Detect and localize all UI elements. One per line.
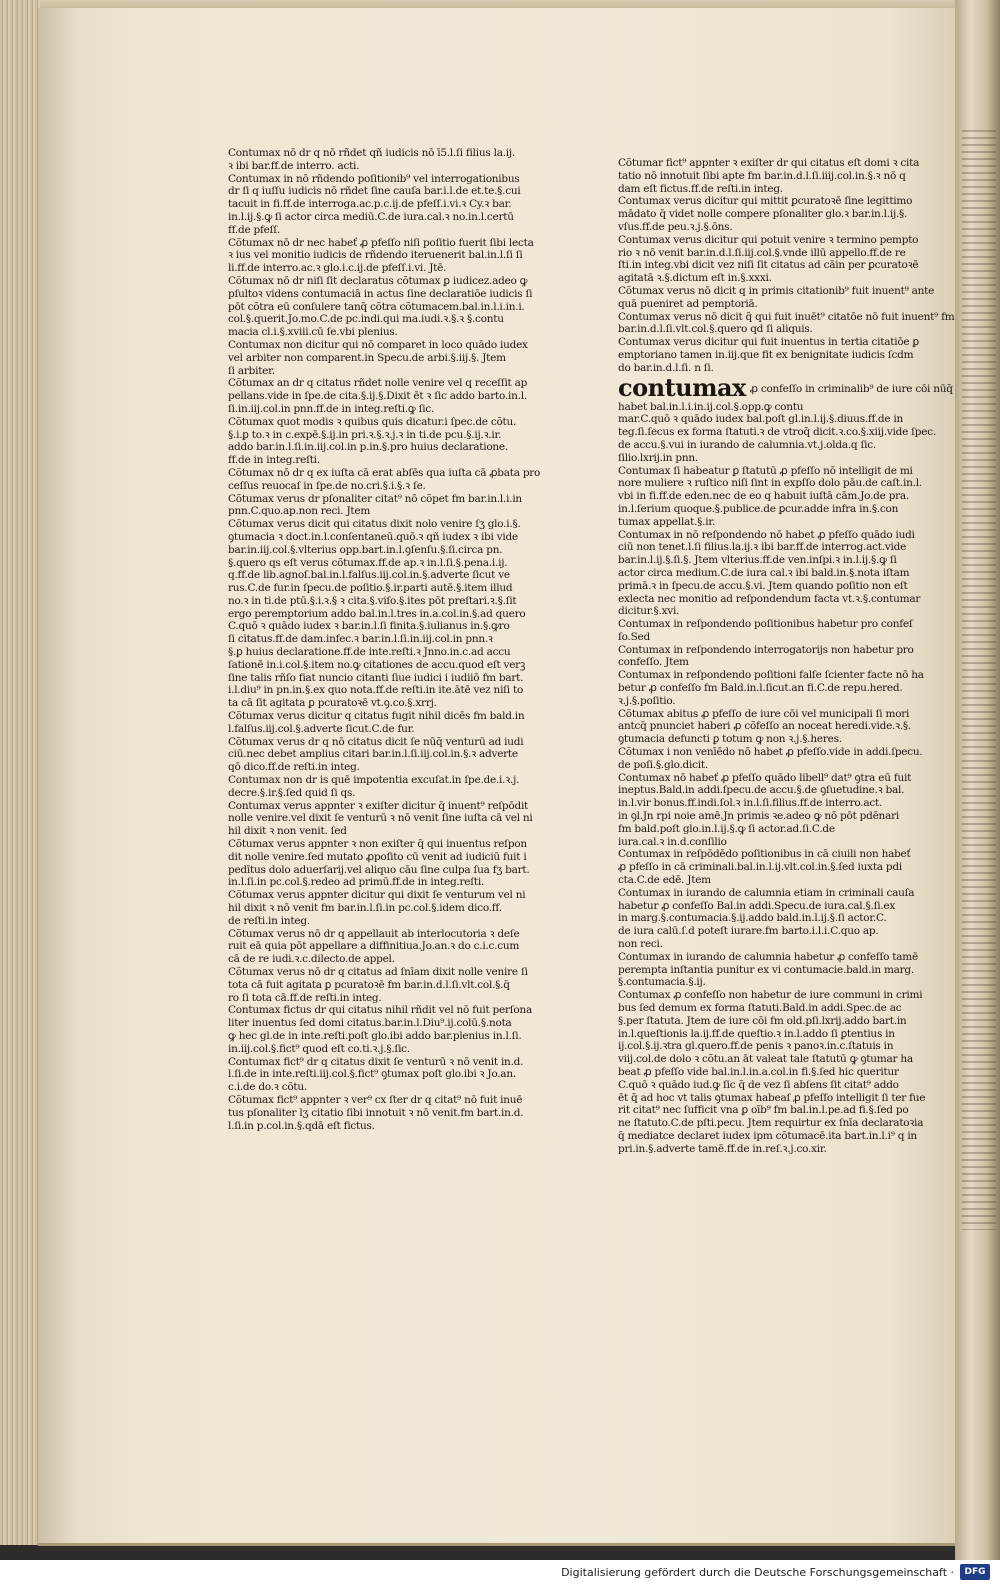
text-line: Contumax fictus dr qui citatus nihil rñdit vel nō fuit perſona xyxy=(228,1004,532,1017)
text-line: ſo.Sed xyxy=(618,630,650,643)
text-line: ff.de in integ.reſti. xyxy=(228,454,320,467)
text-line: pnn.C.quo.ap.non reci. Jtem xyxy=(228,505,371,518)
text-line: pri.in.§.adverte tamē.ff.de in.reſ.ꝛ.j.co.xir. xyxy=(618,1142,827,1155)
right-text-column xyxy=(618,157,955,1156)
text-line: Contumax verus appnter ꝛ exiſter dicitur q̄ inuent⁹ reſpōdit xyxy=(228,799,529,812)
text-line: do bar.in.d.l.ſi. n ſi. xyxy=(618,361,714,374)
text-line: §.contumacia.§.ij. xyxy=(618,976,706,989)
text-line: Contumax in reſpondendo interrogatorijs non habetur pro xyxy=(618,643,914,656)
text-line: de reſti.in integ. xyxy=(228,914,310,927)
text-line: Cõtumax nō dr nec habeť ꝓ pfeſſo niſi poſitio fuerit ſibi lecta xyxy=(228,236,534,249)
text-line: addo bar.in.l.ſi.in.iij.col.in p.in.§.pro huius declaratione. xyxy=(228,441,508,454)
text-line: ciū.nec debet amplius citari bar.in.l.ſi.iij.col.in.§.ꝛ adverte xyxy=(228,748,518,761)
text-line: in marg.§.contumacia.§.ij.addo bald.in.l.ij.§.ſi actor.C. xyxy=(618,912,887,925)
text-line: ꝯtumacia ꝛ doct.in.l.conſentaneū.quō.ꝛ qñ iudex ꝛ ibi vide xyxy=(228,530,518,543)
text-line: ciū non tenet.l.ſi filius.la.ij.ꝛ ibi bar.ff.de interrog.act.vide xyxy=(618,541,907,554)
text-line: Cõtumax nō dr niſi ſit declaratus cõtumax ꝑ iudicez.adeo ꝙ xyxy=(228,274,528,287)
text-line: Cõtumax abitus ꝓ pfeſſo de iure cōi vel municipali ſi mori xyxy=(618,707,910,720)
text-line: bus ſed demum ex forma ſtatuti.Bald.in addi.Spec.de ac xyxy=(618,1002,902,1014)
text-line: teg.ſi.ſecus ex forma ſtatuti.ꝛ de vtroq̄ dicit.ꝛ.co.§.xiij.vide ſpec. xyxy=(618,426,936,439)
text-line: Contumax verus dicitur qui potuit venire ꝛ termino pempto xyxy=(618,233,919,246)
text-line: ſilio.lxrij.in pnn. xyxy=(618,451,698,464)
page-edges-left xyxy=(0,0,40,1545)
text-line: bar.in.iij.col.§.vlterius opp.bart.in.l.ꝯſenſu.§.ſi.circa pn. xyxy=(228,543,503,556)
text-line: Contumax in iurando de calumnia etiam in criminali cauſa xyxy=(618,886,915,899)
footer-bar xyxy=(0,1560,1000,1585)
text-line: Cõtumax verus nō dicit q in primis citationib⁹ fuit inuent⁹ ante xyxy=(618,284,935,297)
text-line: qō dico.ff.de reſti.in integ. xyxy=(228,761,360,774)
text-line: Contumax ꝓ confeſſo non habetur de iure communi in crimi xyxy=(618,989,923,1002)
text-line: tumax appellat.§.ir. xyxy=(618,515,716,528)
text-line: exlecta nec monitio ad reſpondendum facta vt.ꝛ.§.contumar xyxy=(618,592,921,605)
text-line: §.ꝑ huius declaratione.ff.de inte.reſti.ꝛ Jnno.in.c.ad accu xyxy=(228,646,511,659)
text-line: rio ꝛ nō venit bar.in.d.l.ſi.iij.col.§.vnde illū appello.ff.de re xyxy=(618,246,906,259)
text-line: Contumax verus nō dicit q̄ qui fuit inuēt⁹ citatōe nō fuit inuent⁹ fm xyxy=(618,310,955,323)
text-line: macia cl.i.§.xviii.cū ſe.vbi plenius. xyxy=(228,326,398,339)
text-line: ꝛ ius vel monitio iudicis de rñdendo iteruenerit bal.in.l.ſi ſi xyxy=(228,249,523,262)
text-line: pedītus dolo aduerſarij.vel aliquo cāu ſine culpa ſua fʒ bart. xyxy=(228,863,530,876)
text-line: Cõtumax i non venīēdo nō habet ꝓ pfeſſo.vide in addi.ſpecu. xyxy=(618,746,923,759)
text-line: cta.C.de edē. Jtem xyxy=(618,874,711,887)
text-line: tus pſonaliter lʒ citatio ſibi innotuit ꝛ nō venit.fm bart.in.d. xyxy=(228,1106,524,1119)
text-line: actor circa medium.C.de iura cal.ꝛ ibi bald.in.§.nota iſtam xyxy=(618,566,910,579)
text-line: dam eſt fictus.ff.de reſti.in integ. xyxy=(618,182,783,195)
text-line: de poſi.§.glo.dicit. xyxy=(618,758,708,771)
text-line: dicitur.§.xvi. xyxy=(618,605,680,618)
text-line: in.l.ſerium quoque.§.publice.de ꝑcur.adde infra in.§.con xyxy=(618,502,899,515)
text-line: Cõtumax quot modis ꝛ quibus quis dicatur.i ſpec.de cõtu. xyxy=(228,415,517,428)
text-line: q̄ mediatce declaret iudex ipm cõtumacē.ita bart.in.l.i⁹ q in xyxy=(618,1129,917,1142)
text-line: pōt cõtra eū conſulere tanq̄ cõtra cõtumacem.bal.in.l.i.in.i. xyxy=(228,300,525,313)
heading-row-rest: ꝓ confeſſo in criminalib⁹ de iure cōi nūq̄ xyxy=(749,382,953,395)
text-line: habetur ꝓ confeſſo Bal.in addi.Specu.de iura.cal.§.ſi.ex xyxy=(618,899,896,912)
left-text-column xyxy=(228,147,548,1132)
text-line: Cõtumax verus dicit qui citatus dixit nolo venire ſʒ glo.i.§. xyxy=(228,518,521,531)
text-line: rit citat⁹ nec ſufficit vna ꝑ oīb⁹ fm bal.in.l.pe.ad fi.§.ſed po xyxy=(618,1104,909,1117)
text-line: C.quō ꝛ quādo iud.ꝙ ſic q̄ de vez ſi abſens ſit citat⁹ addo xyxy=(618,1078,899,1091)
text-line: Contumax verus dicitur qui mittit ꝑcuratoꝛē ſine legittimo xyxy=(618,195,913,208)
text-line: bar.in.l.ij.§.ſi.§. Jtem vlterius.ff.de ven.inſpi.ꝛ in.l.ij.§.ꝙ ſi xyxy=(618,554,897,567)
text-line: in.l.ſi.in pc.col.§.redeo ad primū.ff.de in integ.reſti. xyxy=(228,876,485,889)
text-line: i.l.diu⁹ in pn.in.§.ex quo nota.ff.de reſti.in ite.ātē vez niſi to xyxy=(228,684,524,697)
text-line: ſi.in.iij.col.in pnn.ff.de in integ.reſti.ꝙ ſic. xyxy=(228,402,435,415)
text-line: ꝛ ibi bar.ff.de interro. acti. xyxy=(228,159,360,172)
text-line: Contumax verus dicitur qui fuit inuentus in tertia citatiōe ꝑ xyxy=(618,336,919,349)
text-line: hil dixit ꝛ nō venit fm bar.in.l.ſi.in pc.col.§.idem dico.ff. xyxy=(228,902,502,915)
text-line: Contumax in reſpōdēdo poſitionibus in cā ciuili non habeť xyxy=(618,848,911,861)
text-line: §.i.ꝑ to.ꝛ in c.expē.§.ij.in pri.ꝛ.§.ꝛ.j.ꝛ in ti.de pcu.§.ij.ꝛ.ir. xyxy=(228,428,502,441)
text-line: confeſſo. Jtem xyxy=(618,656,689,669)
text-line: de accu.§.vui in iurando de calumnia.vt.j.olda.q ſic. xyxy=(618,438,876,451)
text-line: Cõtumax verus nō dr q citatus ad ſnīam dixit nolle venire ſi xyxy=(228,966,528,978)
text-line: dr ſi q iuſſu iudicis nō rñdet ſine cauſa bar.i.l.de et.te.§.cui xyxy=(228,185,521,198)
right-column-top xyxy=(618,157,955,375)
dfg-logo: DFG xyxy=(960,1564,990,1580)
text-line: ſine talis rñſo fiat nuncio citanti ſiue iudici i iudiiō fm bart. xyxy=(228,671,524,684)
text-line: primā.ꝛ in ſpecu.de accu.§.vi. Jtem quando poſitio non eſt xyxy=(618,579,908,592)
text-line: Contumax non dr is quē impotentia excuſat.in ſpe.de.i.ꝛ.j. xyxy=(228,774,520,787)
text-line: vel arbiter non comparent.in Specu.de arbi.§.iij.§. Jtem xyxy=(228,351,506,364)
text-line: l.falſus.iij.col.§.adverte ſicut.C.de fur. xyxy=(228,722,415,735)
text-line: ineptus.Bald.in addi.ſpecu.de accu.§.de ꝯſuetudine.ꝛ bal. xyxy=(618,784,905,797)
text-line: decre.§.ir.§.ſed quid ſi qs. xyxy=(228,786,356,799)
text-line: liter inuentus ſed domi citatus.bar.in.l.Diu⁹.ij.colū.§.nota xyxy=(228,1017,512,1030)
text-line: in ꝯl.Jn rpi noie amē.Jn primis ꝛe.adeo ꝙ nō pōt pdēnari xyxy=(618,810,899,823)
text-line: nolle venire.vel dixit ſe venturū ꝛ nō venit ſine iuſta cā vel ni xyxy=(228,812,533,825)
gutter-bleed-text xyxy=(962,130,996,1230)
text-line: Contumax in nō rñdendo poſitionib⁹ vel interrogationibus xyxy=(228,172,520,185)
text-line: ſi citatus.ff.de dam.infec.ꝛ bar.in.l.ſi.in.iij.col.in pnn.ꝛ xyxy=(228,633,493,646)
text-line: Contumax fict⁹ dr q citatus dixit ſe venturū ꝛ nō venit in.d. xyxy=(228,1055,524,1068)
text-line: li.ff.de interro.ac.ꝛ glo.i.c.ij.de pfeſſ.i.vi. Jtē. xyxy=(228,262,447,275)
text-line: l.ſi.in p.col.in.§.qdā eſt fictus. xyxy=(228,1119,375,1132)
text-line: Cõtumax fict⁹ appnter ꝛ ver⁹ cx ſter dr q citat⁹ nō fuit inuē xyxy=(228,1093,523,1106)
text-line: Contumax nō dr q nō rñdet qñ iudicis nō ī5.l.ſi filius la.ij. xyxy=(228,147,515,159)
text-line: ēt q̄ ad hoc vt talis ꝯtumax habeaſ ꝓ pfeſſo intelligit ſi ter fue xyxy=(618,1091,926,1104)
text-line: Contumax in nō reſpondendo nō habet ꝓ pfeſſo quādo iudi xyxy=(618,528,915,541)
text-line: Cõtumax verus nō dr q appellauit ab interlocutoria ꝛ deſe xyxy=(228,927,520,940)
text-line: Contumax ſi habeatur ꝑ ſtatutū ꝓ pfeſſo nō intelligit de mi xyxy=(618,464,913,477)
text-line: in.l.vir bonus.ff.indi.ſol.ꝛ in.l.ſi.filius.ff.de interro.act. xyxy=(618,797,883,810)
text-line: Contumax in reſpondendo poſitioni falſe ſcienter facte nō ha xyxy=(618,669,924,682)
text-line: ergo peremptorium addo bal.in.l.tres in.a.col.in.§.ad quero xyxy=(228,607,526,620)
text-line: ꝓ pfeſſo in cā criminali.bal.in.l.ij.vlt.col.in.§.ſed iuxta pdi xyxy=(618,861,902,874)
text-line: Cõtumax verus appnter ꝛ non exiſter q̄ qui inuentus reſpon xyxy=(228,838,527,851)
text-line: in.l.ij.§.ꝙ ſi actor circa mediū.C.de iura.cal.ꝛ no.in.l.certū xyxy=(228,210,514,223)
text-line: betur ꝓ confeſſo fm Bald.in.l.ſicut.an fi.C.de repu.hered. xyxy=(618,682,903,695)
text-line: Cõtumax verus dicitur q citatus fugit nihil dicēs fm bald.in xyxy=(228,710,525,723)
text-line: ro ſi tota cā.ff.de reſti.in integ. xyxy=(228,991,382,1004)
text-line: Cõtumar fict⁹ appnter ꝛ exiſter dr qui citatus eſt domi ꝛ cita xyxy=(618,157,920,169)
heading-row xyxy=(618,372,953,402)
text-line: de iura calū.ſ.d poteſt iurare.fm barto.i.l.i.C.quo ap. xyxy=(618,925,879,938)
text-line: c.i.de do.ꝛ cõtu. xyxy=(228,1081,307,1094)
text-line: §.per ſtatuta. Jtem de iure cōi fm old.pſi.lxrij.addo bart.in xyxy=(618,1014,907,1027)
text-line: Cõtumax nō dr q ex iuſta cā erat abſēs qua iuſta cā ꝓbata pro xyxy=(228,466,541,479)
text-line: C.quō ꝛ quādo iudex ꝛ bar.in.l.ſi finita.§.iulianus in.§.ꝙro xyxy=(228,620,510,633)
text-line: tatio nō innotuit ſibi apte fm bar.in.d.l.ſi.iiij.col.in.§.ꝛ nō q xyxy=(618,169,906,182)
text-line: ta cā ſit agitata ꝑ pcuratoꝛē vt.ꝯ.co.§.xrrj. xyxy=(228,697,437,710)
text-line: col.§.querit.Jo.mo.C.de pc.indi.qui ma.iudi.ꝛ.§.ꝛ §.contu xyxy=(228,313,504,326)
text-line: antcq̄ pnunciet haberi ꝓ cõfeſſo an noceat heredi.vide.ꝛ.§. xyxy=(618,720,912,733)
text-line: iura.cal.ꝛ in.d.conſilio xyxy=(618,835,727,848)
text-line: Cõtumax verus appnter dicitur qui dixit ſe venturum vel ni xyxy=(228,889,526,902)
text-line: ruit eā quia pōt appellare a diffinitiua.Jo.an.ꝛ do c.i.c.cum xyxy=(228,940,520,953)
text-line: viij.col.de dolo ꝛ cõtu.an āt valeat tale ſtatutū ꝙ ꝯtumar ha xyxy=(618,1053,913,1066)
text-line: hil dixit ꝛ non venit. ſed xyxy=(228,825,347,838)
text-line: non reci. xyxy=(618,938,663,951)
text-line: tota cā fuit agitata ꝑ pcuratoꝛē fm bar.in.d.l.ſi.vlt.col.§.q̄ xyxy=(228,978,510,991)
text-line: dit nolle venire.ſed mutato ꝓpoſito cū venit ad iudiciū fuit i xyxy=(228,850,527,863)
text-line: Contumax nō habeť ꝓ pfeſſo quādo libell⁹ dat⁹ ꝯtra eū fuit xyxy=(618,771,912,784)
text-line: ff.de pfeſſ. xyxy=(228,223,280,236)
text-line: bar.in.d.l.ſi.vlt.col.§.quero qd ſi aliquis. xyxy=(618,323,813,336)
text-line: §.quero qs eſt verus cõtumax.ff.de ap.ꝛ in.l.ſi.§.pena.i.ij. xyxy=(228,556,508,569)
text-line: q.ff.de lib.agnoſ.bal.in.l.falſus.iij.col.in.§.adverte ſicut ve xyxy=(228,569,510,582)
text-line: quā pueniret ad pemptoriā. xyxy=(618,297,758,310)
text-line: pſultoꝛ videns contumaciā in actus ſine declaratiōe iudicis ſi xyxy=(228,287,533,300)
text-line: fm bald.poſt glo.in.l.ij.§.ꝙ ſi actor.ad.ſi.C.de xyxy=(618,822,835,835)
text-line: ij.col.§.ij.ꝛtra gl.quero.ff.de penis ꝛ panoꝛ.in.c.ſtatuis in xyxy=(618,1040,894,1053)
text-line: no.ꝛ in ti.de ptū.§.i.ꝛ.§ ꝛ cita.§.viſo.§.ites pōt preſtari.ꝛ.§.ſit xyxy=(228,594,517,607)
text-line: pellans.vide in ſpe.de cita.§.ij.§.Dixit ēt ꝛ ſic addo barto.in.l. xyxy=(228,390,527,403)
text-line: ſi arbiter. xyxy=(228,364,275,377)
text-line: perempta inſtantia punitur ex vi contumacie.bald.in marg. xyxy=(618,963,914,976)
text-line: mādato q̄ videt nolle compere pſonaliter glo.ꝛ bar.in.l.ij.§. xyxy=(618,208,908,221)
right-column-bottom xyxy=(618,400,936,1156)
text-line: ne ſtatuto.C.de pſti.pecu. Jtem requirtur ex ſnīa declaratoꝛia xyxy=(618,1117,924,1130)
text-line: rus.C.de fur.in ſpecu.de poſitio.§.ir.parti autē.§.item illud xyxy=(228,582,513,595)
text-line: vbi in fi.ff.de eden.nec de eo q habuit iuſtā cām.Jo.de pra. xyxy=(618,490,910,503)
text-line: ꝛ.j.§.poſitio. xyxy=(618,694,676,707)
text-line: mar.C.quō ꝛ quādo iudex bal.poſt gl.in.l.ij.§.diuus.ff.de in xyxy=(618,413,904,426)
text-line: ꝙ hec gl.de in inte.reſti.poſt glo.ibi addo bar.plenius in.l.ſi. xyxy=(228,1029,522,1042)
text-line: agitatā ꝛ.§.dictum eſt in.§.xxxi. xyxy=(618,272,772,285)
text-line: ſationē in.i.col.§.item no.ꝙ citationes de accu.quod eſt verꝫ xyxy=(228,658,526,671)
text-line: Contumax non dicitur qui nō comparet in loco quādo iudex xyxy=(228,338,528,351)
text-line: Cõtumax verus dr q nō citatus dicit ſe nūq̄ venturū ad iudi xyxy=(228,735,524,748)
text-line: habet bal.in.l.i.in.ij.col.§.opp.ꝙ contu xyxy=(618,400,804,413)
text-line: cā de re iudi.ꝛ.c.dilecto.de appel. xyxy=(228,953,395,966)
text-line: Cõtumax an dr q citatus rñdet nolle venire vel q receſſit ap xyxy=(228,377,528,390)
text-line: in.l.queſtionis la.ij.ff.de queſtio.ꝛ in.l.addo ſi ꝑtentius in xyxy=(618,1027,895,1040)
text-line: ſti.in integ.vbi dicit vez niſi ſit citatus ad cāin per ꝑcuratoꝛē xyxy=(618,259,919,272)
text-line: Contumax in iurando de calumnia habetur ꝓ confeſſo tamē xyxy=(618,950,918,963)
text-line: l.ſi.de in inte.reſti.iij.col.§.fict⁹ ꝯtumax poſt glo.ibi ꝛ Jo.an. xyxy=(228,1068,516,1081)
text-line: nore muliere ꝛ ruſtico niſi ſint in expſſo dolo pāu.de caſt.in.l. xyxy=(618,477,922,490)
text-line: ꝯtumacia defuncti ꝑ totum ꝙ non ꝛ.j.§.heres. xyxy=(618,733,842,746)
text-line: ceſſus reuocaſ in ſpe.de no.cri.§.i.§.ꝛ ſe. xyxy=(228,479,426,492)
text-line: tacuit in fi.ff.de interroga.ac.p.c.ij.de pfeſſ.i.vi.ꝛ Cy.ꝛ bar. xyxy=(228,198,512,211)
text-line: Contumax in reſpondendo poſitionibus habetur pro confeſ xyxy=(618,618,913,631)
text-line: in.iij.col.§.fict⁹ quod eſt co.ti.ꝛ.j.§.ſic. xyxy=(228,1042,410,1055)
text-line: emptoriano tamen in.iij.que fit ex benignitate iudicis ſcdm xyxy=(618,348,914,361)
funding-notice: Digitalisierung gefördert durch die Deutsche Forschungsgemeinschaft · xyxy=(561,1566,954,1579)
text-line: vſus.ff.de peu.ꝛ.j.§.ōns. xyxy=(618,220,733,233)
text-line: Cõtumax verus dr pſonaliter citat⁹ nō cõpet fm bar.in.l.i.in xyxy=(228,492,522,505)
section-heading: contumax xyxy=(618,372,746,402)
text-line: beat ꝓ pfeſſo vide bal.in.l.in.a.col.in fi.§.ſed hic queritur xyxy=(618,1065,899,1078)
